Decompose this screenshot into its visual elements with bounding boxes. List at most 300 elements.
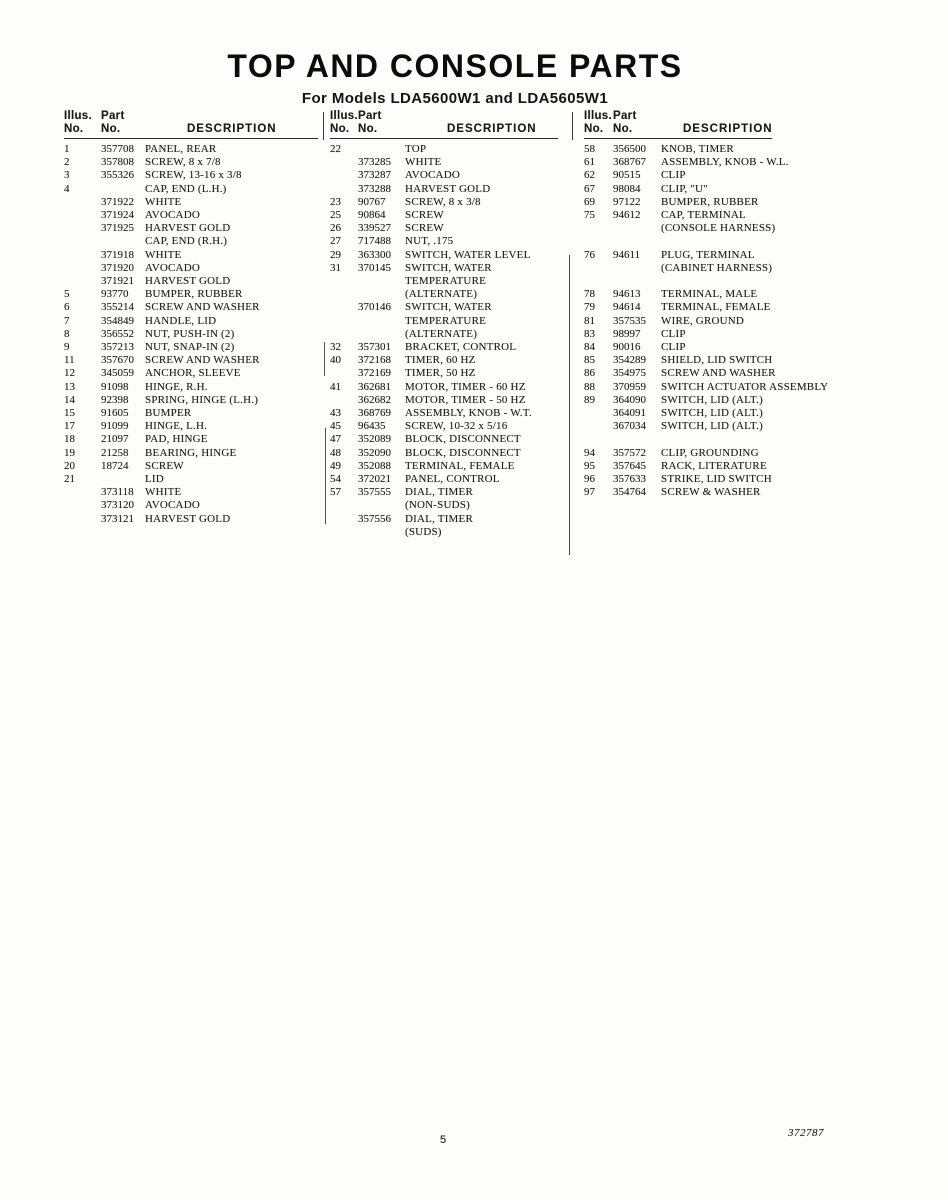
description: WHITE xyxy=(145,248,182,261)
description: CLIP xyxy=(661,169,686,182)
illus-no: 12 xyxy=(64,367,75,380)
description: BRACKET, CONTROL xyxy=(405,341,517,354)
illus-no: 54 xyxy=(330,473,341,486)
table-row xyxy=(584,407,924,420)
description: SCREW xyxy=(405,209,444,222)
description: (CABINET HARNESS) xyxy=(661,261,773,274)
illus-no: 3 xyxy=(64,169,70,182)
description: SCREW xyxy=(405,222,444,235)
part-no: 354975 xyxy=(613,367,646,380)
illus-no xyxy=(64,235,101,248)
description: HARVEST GOLD xyxy=(145,222,231,235)
description xyxy=(661,275,924,288)
part-no: 372169 xyxy=(358,367,391,380)
description: AVOCADO xyxy=(405,169,460,182)
illus-no: 85 xyxy=(584,354,595,367)
description: SPRING, HINGE (L.H.) xyxy=(145,393,259,406)
header-illus-label: Illus. xyxy=(330,110,359,122)
header-part-label: Part xyxy=(358,110,382,122)
part-no: 373118 xyxy=(101,486,134,499)
part-no: 18724 xyxy=(101,459,129,472)
table-row xyxy=(64,447,322,460)
description: NUT, SNAP-IN (2) xyxy=(145,341,235,354)
table-row xyxy=(64,169,322,182)
table-row xyxy=(330,486,568,499)
part-no: 92398 xyxy=(101,393,129,406)
table-row xyxy=(330,420,568,433)
description: PANEL, REAR xyxy=(145,143,217,155)
column-header xyxy=(584,110,924,139)
description: CLIP xyxy=(661,327,686,340)
illus-no: 21 xyxy=(64,473,75,486)
part-no: 368769 xyxy=(358,407,391,420)
table-row xyxy=(584,156,924,169)
illus-no: 25 xyxy=(330,209,341,222)
table-row xyxy=(64,473,322,486)
header-description-label: DESCRIPTION xyxy=(187,123,277,135)
illus-no: 97 xyxy=(584,486,595,499)
illus-no xyxy=(64,249,101,262)
illus-no: 22 xyxy=(330,143,341,155)
part-no: 364091 xyxy=(613,407,646,420)
parts-column-2 xyxy=(330,110,568,539)
parts-column-3 xyxy=(584,110,924,499)
illus-no xyxy=(584,235,613,248)
table-row xyxy=(584,381,924,394)
description: STRIKE, LID SWITCH xyxy=(661,473,772,486)
description: SWITCH, WATER LEVEL xyxy=(405,248,531,261)
illus-no xyxy=(330,394,358,407)
table-row xyxy=(64,367,322,380)
description xyxy=(661,235,924,248)
table-row xyxy=(584,433,924,446)
description: BUMPER, RUBBER xyxy=(661,195,759,208)
header-illus-label: Illus. xyxy=(64,110,93,122)
table-row xyxy=(584,301,924,314)
illus-no xyxy=(330,367,358,380)
description: PANEL, CONTROL xyxy=(405,473,500,486)
description: TIMER, 60 HZ xyxy=(405,354,476,367)
table-row xyxy=(64,249,322,262)
header-part-label: Part xyxy=(101,110,125,122)
description: TOP xyxy=(405,143,427,155)
illus-no: 62 xyxy=(584,169,595,182)
table-row xyxy=(330,499,568,512)
description: SCREW, 8 x 3/8 xyxy=(405,195,481,208)
table-row xyxy=(330,183,568,196)
table-row xyxy=(584,315,924,328)
part-no: 717488 xyxy=(358,235,391,248)
description: (CONSOLE HARNESS) xyxy=(661,222,776,235)
part-no xyxy=(613,222,661,235)
description: HARVEST GOLD xyxy=(405,182,491,195)
part-no: 94611 xyxy=(613,248,641,261)
part-no: 371924 xyxy=(101,209,134,222)
part-no: 370959 xyxy=(613,380,646,393)
part-no xyxy=(613,275,661,288)
description: HINGE, R.H. xyxy=(145,380,208,393)
table-row xyxy=(330,196,568,209)
table-row xyxy=(584,288,924,301)
part-no: 21097 xyxy=(101,433,129,446)
illus-no xyxy=(330,328,358,341)
description: NUT, .175 xyxy=(405,235,454,248)
part-no xyxy=(358,526,405,539)
part-no: 363300 xyxy=(358,248,391,261)
table-row xyxy=(64,288,322,301)
description: MOTOR, TIMER - 60 HZ xyxy=(405,380,526,393)
table-row xyxy=(584,235,924,248)
table-row xyxy=(330,407,568,420)
description: TERMINAL, MALE xyxy=(661,288,758,301)
header-part-label: Part xyxy=(613,110,637,122)
table-row xyxy=(330,394,568,407)
description: CAP, END (L.H.) xyxy=(145,182,227,195)
table-row xyxy=(64,486,322,499)
illus-no xyxy=(330,275,358,288)
column-divider xyxy=(324,342,325,376)
part-no: 94612 xyxy=(613,209,641,222)
illus-no: 4 xyxy=(64,182,70,195)
column-header xyxy=(64,110,322,139)
table-row xyxy=(330,249,568,262)
part-no: 21258 xyxy=(101,446,129,459)
description: SCREW AND WASHER xyxy=(661,367,776,380)
description: HANDLE, LID xyxy=(145,314,217,327)
table-row xyxy=(584,328,924,341)
illus-no: 17 xyxy=(64,420,75,433)
table-row xyxy=(584,196,924,209)
table-row xyxy=(330,169,568,182)
illus-no: 95 xyxy=(584,459,595,472)
header-rule xyxy=(330,138,558,139)
description: BUMPER, RUBBER xyxy=(145,288,243,301)
part-no: 357301 xyxy=(358,341,391,354)
illus-no: 8 xyxy=(64,327,70,340)
table-row xyxy=(330,209,568,222)
parts-column-1 xyxy=(64,110,322,526)
part-no: 357213 xyxy=(101,341,134,354)
part-no: 371918 xyxy=(101,248,134,261)
illus-no: 13 xyxy=(64,380,75,393)
description: SCREW, 8 x 7/8 xyxy=(145,156,221,169)
illus-no xyxy=(330,315,358,328)
illus-no: 7 xyxy=(64,314,70,327)
part-no xyxy=(101,183,145,196)
table-row xyxy=(584,473,924,486)
table-row xyxy=(330,354,568,367)
description: DIAL, TIMER xyxy=(405,486,473,499)
table-row xyxy=(330,341,568,354)
table-row xyxy=(64,341,322,354)
header-illus-label: Illus. xyxy=(584,110,613,122)
description xyxy=(661,433,924,446)
part-no: 355214 xyxy=(101,301,134,314)
description: RACK, LITERATURE xyxy=(661,459,767,472)
table-row xyxy=(584,420,924,433)
table-row xyxy=(330,328,568,341)
table-row xyxy=(330,156,568,169)
table-row xyxy=(64,209,322,222)
part-no: 357708 xyxy=(101,143,134,155)
illus-no: 81 xyxy=(584,314,595,327)
part-no: 93770 xyxy=(101,288,129,301)
illus-no xyxy=(584,420,613,433)
page-subtitle: For Models LDA5600W1 and LDA5605W1 xyxy=(301,90,609,107)
table-row xyxy=(584,486,924,499)
illus-no xyxy=(330,513,358,526)
part-no: 90864 xyxy=(358,209,386,222)
description: CLIP, GROUNDING xyxy=(661,446,759,459)
illus-no xyxy=(64,262,101,275)
illus-no: 19 xyxy=(64,446,75,459)
illus-no: 58 xyxy=(584,143,595,155)
description: (SUDS) xyxy=(405,525,442,538)
illus-no: 41 xyxy=(330,380,341,393)
illus-no xyxy=(64,486,101,499)
table-row xyxy=(584,209,924,222)
description: BLOCK, DISCONNECT xyxy=(405,433,521,446)
column-header xyxy=(330,110,568,139)
description: HARVEST GOLD xyxy=(145,512,231,525)
illus-no: 14 xyxy=(64,393,75,406)
illus-no xyxy=(64,513,101,526)
part-no: 355326 xyxy=(101,169,134,182)
table-row xyxy=(64,143,322,156)
part-no: 372021 xyxy=(358,473,391,486)
part-no: 96435 xyxy=(358,420,386,433)
illus-no xyxy=(64,499,101,512)
part-no xyxy=(613,433,661,446)
description: WHITE xyxy=(145,486,182,499)
description: SCREW & WASHER xyxy=(661,486,761,499)
part-no xyxy=(358,315,405,328)
description: SCREW, 13-16 x 3/8 xyxy=(145,169,242,182)
illus-no: 11 xyxy=(64,354,75,367)
description: MOTOR, TIMER - 50 HZ xyxy=(405,393,526,406)
table-row xyxy=(330,473,568,486)
table-row xyxy=(64,433,322,446)
table-row xyxy=(64,513,322,526)
part-no: 91098 xyxy=(101,380,129,393)
description: TEMPERATURE xyxy=(405,314,487,327)
illus-no: 43 xyxy=(330,407,341,420)
column-divider xyxy=(323,112,324,140)
table-row xyxy=(64,156,322,169)
table-row xyxy=(64,394,322,407)
illus-no xyxy=(584,407,613,420)
illus-no xyxy=(330,156,358,169)
part-no: 357555 xyxy=(358,486,391,499)
table-row xyxy=(64,275,322,288)
part-no xyxy=(358,143,405,156)
part-no: 371920 xyxy=(101,261,134,274)
part-no: 370145 xyxy=(358,261,391,274)
part-no: 354289 xyxy=(613,354,646,367)
table-row xyxy=(584,169,924,182)
header-no-label: No. xyxy=(358,123,378,135)
part-no: 373120 xyxy=(101,499,134,512)
table-row xyxy=(330,526,568,539)
part-no: 362682 xyxy=(358,393,391,406)
illus-no xyxy=(64,222,101,235)
illus-no: 83 xyxy=(584,327,595,340)
illus-no: 1 xyxy=(64,143,70,155)
description: DIAL, TIMER xyxy=(405,512,473,525)
table-row xyxy=(330,301,568,314)
illus-no: 61 xyxy=(584,156,595,169)
description: HARVEST GOLD xyxy=(145,275,231,288)
illus-no: 32 xyxy=(330,341,341,354)
part-no: 91099 xyxy=(101,420,129,433)
part-no: 94613 xyxy=(613,288,641,301)
part-no: 91605 xyxy=(101,407,129,420)
description: BUMPER xyxy=(145,407,192,420)
table-row xyxy=(330,433,568,446)
table-row xyxy=(64,499,322,512)
illus-no: 26 xyxy=(330,222,341,235)
part-no: 364090 xyxy=(613,393,646,406)
part-no: 94614 xyxy=(613,301,641,314)
illus-no: 76 xyxy=(584,248,595,261)
part-no: 90515 xyxy=(613,169,641,182)
table-row xyxy=(64,460,322,473)
part-no: 357556 xyxy=(358,512,391,525)
part-no: 356500 xyxy=(613,143,646,155)
description: TERMINAL, FEMALE xyxy=(661,301,771,314)
table-row xyxy=(584,447,924,460)
illus-no xyxy=(330,183,358,196)
description: AVOCADO xyxy=(145,209,200,222)
column-divider xyxy=(569,255,570,555)
part-no: 357808 xyxy=(101,156,134,169)
description: SWITCH, LID (ALT.) xyxy=(661,420,763,433)
part-no: 373285 xyxy=(358,156,391,169)
description: WHITE xyxy=(405,156,442,169)
part-no: 90767 xyxy=(358,195,386,208)
description: SCREW, 10-32 x 5/16 xyxy=(405,420,508,433)
illus-no: 31 xyxy=(330,261,341,274)
illus-no: 86 xyxy=(584,367,595,380)
part-no: 357535 xyxy=(613,314,646,327)
part-no: 97122 xyxy=(613,195,641,208)
part-no: 354849 xyxy=(101,314,134,327)
description: KNOB, TIMER xyxy=(661,143,734,155)
part-no: 367034 xyxy=(613,420,646,433)
table-row xyxy=(330,235,568,248)
illus-no: 45 xyxy=(330,420,341,433)
part-no xyxy=(101,235,145,248)
table-row xyxy=(584,341,924,354)
illus-no: 84 xyxy=(584,341,595,354)
description: (ALTERNATE) xyxy=(405,288,478,301)
description: WHITE xyxy=(145,195,182,208)
table-row xyxy=(64,420,322,433)
part-no: 352089 xyxy=(358,433,391,446)
description: HINGE, L.H. xyxy=(145,420,208,433)
header-no-label: No. xyxy=(64,123,84,135)
illus-no xyxy=(584,275,613,288)
page-title: TOP AND CONSOLE PARTS xyxy=(227,48,683,84)
description: AVOCADO xyxy=(145,261,200,274)
illus-no: 9 xyxy=(64,341,70,354)
illus-no: 88 xyxy=(584,380,595,393)
header-no-label: No. xyxy=(330,123,350,135)
part-no: 370146 xyxy=(358,301,391,314)
description: PAD, HINGE xyxy=(145,433,208,446)
part-no: 373287 xyxy=(358,169,391,182)
table-row xyxy=(64,381,322,394)
table-row xyxy=(584,262,924,275)
description: NUT, PUSH-IN (2) xyxy=(145,327,235,340)
illus-no xyxy=(584,222,613,235)
part-no: 371925 xyxy=(101,222,134,235)
illus-no: 79 xyxy=(584,301,595,314)
description: BEARING, HINGE xyxy=(145,446,237,459)
doc-number: 372787 xyxy=(788,1127,824,1139)
header-description-label: DESCRIPTION xyxy=(683,123,773,135)
header-rule xyxy=(584,138,772,139)
illus-no: 5 xyxy=(64,288,70,301)
table-row xyxy=(64,301,322,314)
part-no xyxy=(358,328,405,341)
table-row xyxy=(330,447,568,460)
table-row xyxy=(330,222,568,235)
illus-no xyxy=(330,169,358,182)
description: SCREW AND WASHER xyxy=(145,354,260,367)
illus-no: 57 xyxy=(330,486,341,499)
description: TEMPERATURE xyxy=(405,275,487,288)
table-row xyxy=(64,196,322,209)
description: ASSEMBLY, KNOB - W.L. xyxy=(661,156,789,169)
table-row xyxy=(330,381,568,394)
illus-no xyxy=(584,262,613,275)
description: SWITCH ACTUATOR ASSEMBLY xyxy=(661,380,829,393)
table-row xyxy=(64,183,322,196)
part-no: 352090 xyxy=(358,446,391,459)
table-row xyxy=(584,354,924,367)
column-divider xyxy=(572,112,573,140)
description: SCREW xyxy=(145,459,184,472)
table-row xyxy=(64,262,322,275)
illus-no: 15 xyxy=(64,407,75,420)
table-row xyxy=(584,275,924,288)
description: LID xyxy=(145,473,164,486)
part-no: 357633 xyxy=(613,473,646,486)
illus-no: 49 xyxy=(330,459,341,472)
description: ASSEMBLY, KNOB - W.T. xyxy=(405,407,532,420)
page-number: 5 xyxy=(440,1134,447,1146)
header-no-label: No. xyxy=(101,123,121,135)
illus-no: 27 xyxy=(330,235,341,248)
description: PLUG, TERMINAL xyxy=(661,248,755,261)
illus-no: 94 xyxy=(584,446,595,459)
table-row xyxy=(64,328,322,341)
illus-no xyxy=(64,275,101,288)
table-row xyxy=(330,275,568,288)
part-no: 98997 xyxy=(613,327,641,340)
description: TERMINAL, FEMALE xyxy=(405,459,515,472)
part-no: 373121 xyxy=(101,512,134,525)
part-no: 372168 xyxy=(358,354,391,367)
description: (ALTERNATE) xyxy=(405,327,478,340)
part-no: 357645 xyxy=(613,459,646,472)
table-row xyxy=(64,407,322,420)
part-no: 345059 xyxy=(101,367,134,380)
description: SWITCH, WATER xyxy=(405,301,492,314)
illus-no: 48 xyxy=(330,446,341,459)
illus-no xyxy=(584,433,613,446)
